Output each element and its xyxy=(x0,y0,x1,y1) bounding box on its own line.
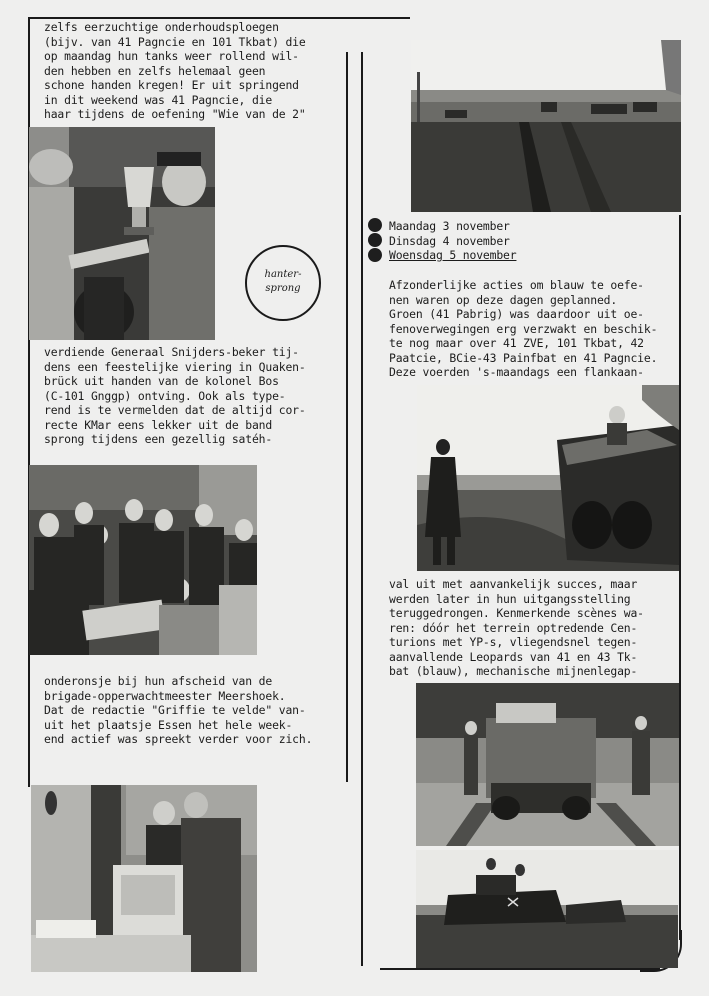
text-line: werden later in hun uitgangsstelling xyxy=(389,591,631,606)
photo-mine-layer xyxy=(416,683,679,846)
photo-tank-silhouette xyxy=(416,850,678,968)
text-line: verdiende Generaal Snijders-beker tij- xyxy=(44,345,299,359)
photo-soldier-tank xyxy=(417,385,679,571)
text-line: den hebben en zelfs helemaal geen xyxy=(44,63,266,78)
text-line: Dat de redactie "Griffie te velde" van- xyxy=(44,703,306,717)
text-line: recte KMar eens lekker uit de band xyxy=(44,417,273,432)
text-line: aanvallende Leopards van 41 en 43 Tk- xyxy=(389,649,638,664)
right-paragraph-1 xyxy=(389,278,657,380)
right-border xyxy=(679,215,681,940)
center-divider-2 xyxy=(361,52,363,966)
text-line: end actief was spreekt verder voor zich. xyxy=(44,732,313,746)
text-line: brigade-opperwachtmeester Meershoek. xyxy=(44,688,286,703)
text-line: (C-101 Gnggp) ontving. Ook als type- xyxy=(44,388,286,403)
stamp-text: hanter- xyxy=(264,269,302,280)
text-line: in dit weekend was 41 Pagncie, die xyxy=(44,92,273,107)
bottom-text xyxy=(44,674,312,747)
text-line: bat (blauw), mechanische mijnenlegap- xyxy=(389,664,638,678)
stamp-text: sprong xyxy=(265,283,301,294)
text-line: (bijv. van 41 Pagncie en 101 Tkbat) die xyxy=(44,34,306,49)
date-monday: Maandag 3 november xyxy=(389,219,510,233)
text-line: Deze voerden 's-maandags een flankaan- xyxy=(389,365,644,379)
text-line: uit het plaatsje Essen het hele week- xyxy=(44,717,293,732)
text-line: nen waren op deze dagen geplanned. xyxy=(389,292,618,307)
text-line: dens een feestelijke viering in Quaken- xyxy=(44,359,306,374)
text-line: rend is te vermelden dat de altijd cor- xyxy=(44,403,306,417)
text-line: fenoverwegingen erg verzwakt en beschik- xyxy=(389,321,658,336)
text-line: turions met YP-s, vliegendsnel tegen- xyxy=(389,635,638,649)
date-wednesday: Woensdag 5 november xyxy=(389,248,517,262)
text-line: Paatcie, BCie-43 Painfbat en 41 Pagncie. xyxy=(389,350,658,365)
text-line: val uit met aanvankelijk succes, maar xyxy=(389,577,638,591)
date-bullet xyxy=(368,248,382,262)
text-line: Afzonderlijke acties om blauw te oefe- xyxy=(389,278,644,292)
date-bullet xyxy=(368,233,382,247)
text-line: zelfs eerzuchtige onderhoudsploegen xyxy=(44,20,279,34)
text-line: schone handen kregen! Er uit springend xyxy=(44,78,299,92)
photo-tanks-field xyxy=(411,40,681,212)
text-line: ren: dóór het terrein optredende Cen- xyxy=(389,620,638,635)
text-line: onderonsje bij hun afscheid van de xyxy=(44,674,273,688)
date-list xyxy=(389,219,516,263)
text-line: teruggedrongen. Kenmerkende scènes wa- xyxy=(389,606,644,620)
text-line: sprong tijdens een gezellig satéh- xyxy=(44,432,273,446)
text-line: te nog maar over 41 ZVE, 101 Tkbat, 42 xyxy=(389,336,644,350)
date-bullet xyxy=(368,218,382,232)
text-line: Groen (41 Pabrig) was daardoor uit oe- xyxy=(389,307,644,321)
right-paragraph-2 xyxy=(389,577,644,679)
date-tuesday: Dinsdag 4 november xyxy=(389,233,510,248)
middle-text xyxy=(44,345,306,447)
top-border xyxy=(30,17,410,19)
photo-office-printing xyxy=(31,785,257,972)
intro-text xyxy=(44,20,306,122)
center-divider xyxy=(346,52,348,782)
text-line: brück uit handen van de kolonel Bos xyxy=(44,374,279,388)
stamp-circle xyxy=(245,245,321,321)
photo-group-gathering xyxy=(29,465,257,655)
text-line: op maandag hun tanks weer rollend wil- xyxy=(44,49,299,63)
photo-trophy-handover xyxy=(29,127,215,340)
bottom-border xyxy=(380,968,660,970)
text-line: haar tijdens de oefening "Wie van de 2" xyxy=(44,107,306,121)
